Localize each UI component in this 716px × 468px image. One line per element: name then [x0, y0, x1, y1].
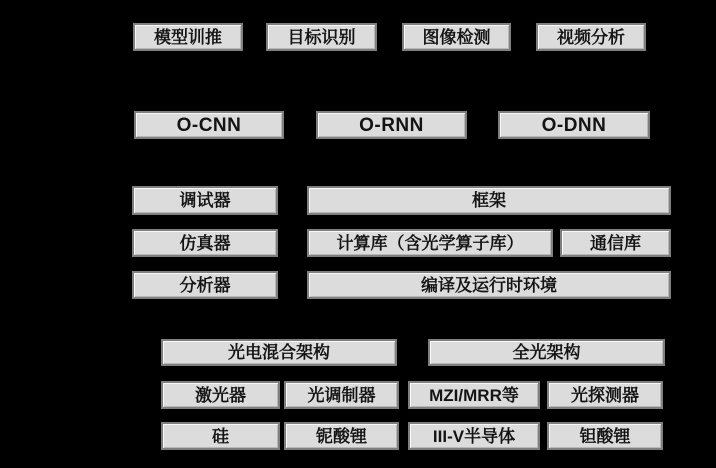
box-target-recognition: 目标识别	[266, 23, 377, 51]
box-photodetector: 光探测器	[547, 381, 663, 409]
box-lithium-niobate: 铌酸锂	[284, 422, 399, 450]
box-o-cnn: O-CNN	[134, 111, 284, 139]
box-silicon: 硅	[161, 422, 280, 450]
box-analyzer: 分析器	[132, 271, 278, 299]
box-framework: 框架	[307, 186, 671, 215]
box-video-analysis: 视频分析	[536, 23, 646, 51]
box-communication-library: 通信库	[560, 229, 671, 257]
box-compile-runtime-environment: 编译及运行时环境	[307, 271, 671, 299]
box-lithium-tantalate: 钽酸锂	[547, 422, 663, 450]
box-image-detection: 图像检测	[402, 23, 511, 51]
box-optical-modulator: 光调制器	[284, 381, 399, 409]
box-simulator: 仿真器	[132, 229, 278, 257]
box-all-optical-architecture: 全光架构	[428, 339, 665, 366]
box-debugger: 调试器	[132, 186, 278, 215]
box-mzi-mrr: MZI/MRR等	[408, 381, 540, 409]
box-laser: 激光器	[161, 381, 280, 409]
box-model-training-inference: 模型训推	[133, 23, 243, 51]
box-compute-library: 计算库（含光学算子库）	[307, 229, 553, 257]
box-o-rnn: O-RNN	[316, 111, 467, 139]
box-optoelectronic-hybrid-architecture: 光电混合架构	[161, 339, 397, 366]
box-iii-v-semiconductor: III-V半导体	[408, 422, 540, 450]
box-o-dnn: O-DNN	[498, 111, 650, 139]
